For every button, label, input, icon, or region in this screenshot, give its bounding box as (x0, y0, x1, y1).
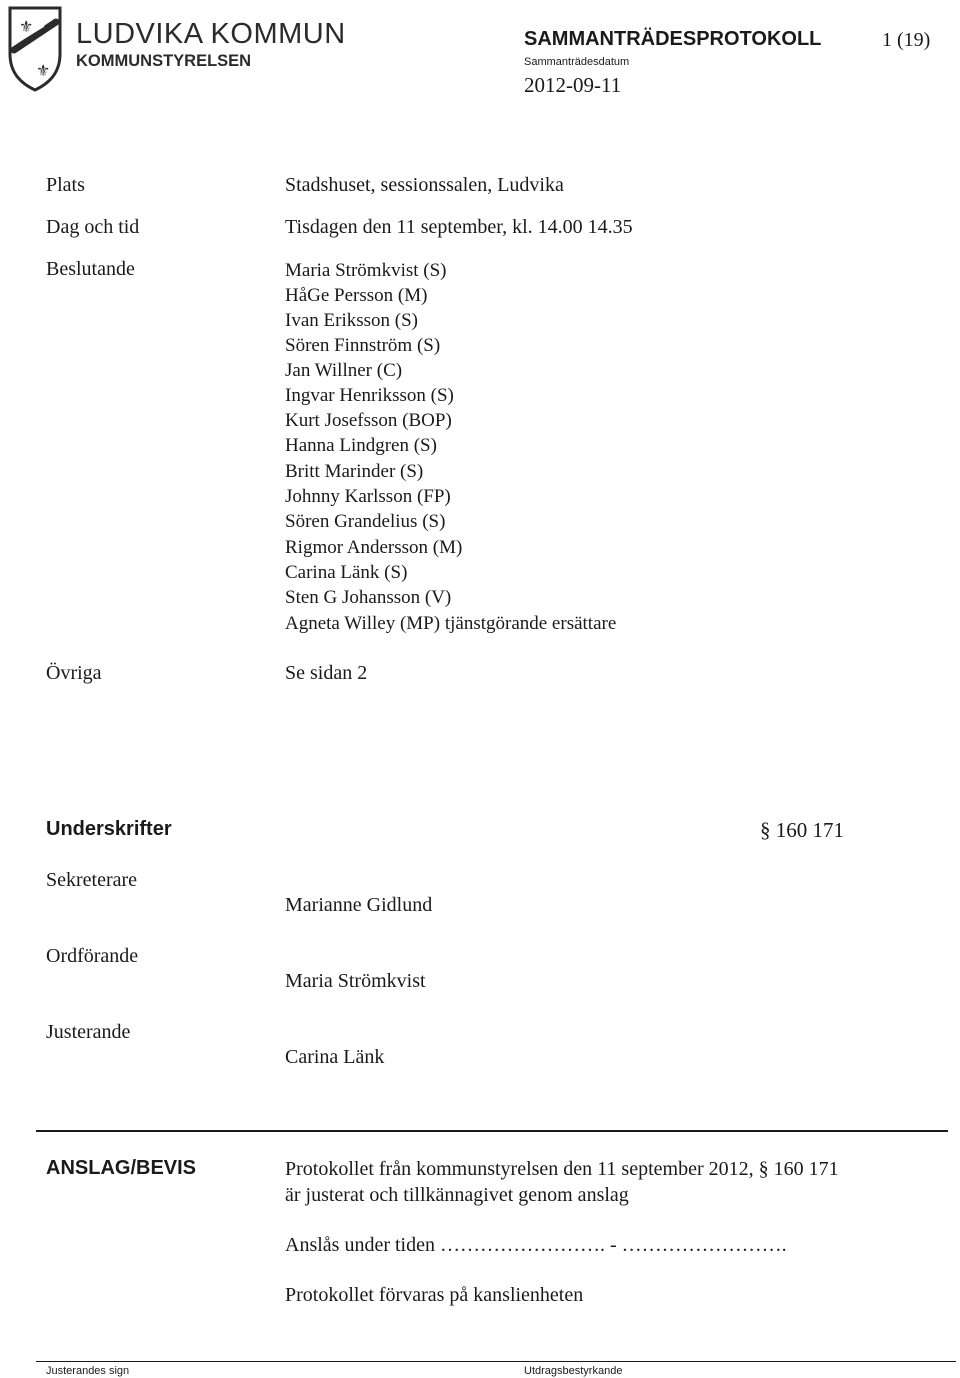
org-sub: KOMMUNSTYRELSEN (76, 52, 252, 70)
ovriga-value: Se sidan 2 (285, 662, 368, 684)
justerande-label: Justerande (46, 1021, 131, 1043)
plats-value: Stadshuset, sessionssalen, Ludvika (285, 174, 564, 196)
member-name: Jan Willner (C) (285, 360, 403, 381)
member-name: HåGe Persson (M) (285, 285, 428, 306)
anslag-line1: Protokollet från kommunstyrelsen den 11 september 2012, § 160 171 (285, 1158, 839, 1180)
justerande-name: Carina Länk (285, 1046, 385, 1068)
dag-value: Tisdagen den 11 september, kl. 14.00 14.35 (285, 216, 633, 238)
doc-title: SAMMANTRÄDESPROTOKOLL (524, 28, 822, 50)
section-divider (36, 1130, 948, 1132)
anslag-storage: Protokollet förvaras på kanslienheten (285, 1284, 584, 1306)
member-name: Sten G Johansson (V) (285, 587, 452, 608)
member-name: Hanna Lindgren (S) (285, 435, 437, 456)
anslag-line2: är justerat och tillkännagivet genom anslag (285, 1184, 629, 1206)
plats-label: Plats (46, 174, 85, 196)
signatures-paragraphs: § 160 171 (760, 818, 844, 842)
member-name: Ivan Eriksson (S) (285, 310, 418, 331)
member-name: Rigmor Andersson (M) (285, 537, 463, 558)
dag-label: Dag och tid (46, 216, 140, 238)
member-name: Sören Finnström (S) (285, 335, 441, 356)
footer-divider (36, 1361, 956, 1362)
member-name: Agneta Willey (MP) tjänstgörande ersättare (285, 613, 617, 634)
date-caption: Sammanträdesdatum (524, 56, 630, 68)
member-name: Johnny Karlsson (FP) (285, 486, 451, 507)
ovriga-label: Övriga (46, 662, 102, 684)
meeting-date: 2012-09-11 (524, 73, 622, 97)
anslag-period: Anslås under tiden ……………………. - ……………………. (285, 1234, 787, 1256)
ordforande-name: Maria Strömkvist (285, 970, 426, 992)
anslag-heading: ANSLAG/BEVIS (46, 1157, 197, 1179)
svg-text:⚜: ⚜ (19, 17, 34, 36)
ordforande-label: Ordförande (46, 945, 139, 967)
svg-text:⚜: ⚜ (36, 61, 51, 80)
sekreterare-name: Marianne Gidlund (285, 894, 433, 916)
signatures-heading: Underskrifter (46, 818, 172, 840)
footer-justerandes-sign: Justerandes sign (46, 1365, 130, 1377)
member-name: Ingvar Henriksson (S) (285, 385, 454, 406)
footer-utdragsbestyrkande: Utdragsbestyrkande (524, 1365, 623, 1377)
org-name: LUDVIKA KOMMUN (76, 18, 346, 50)
member-name: Sören Grandelius (S) (285, 511, 446, 532)
municipality-crest-icon (4, 2, 66, 92)
member-name: Maria Strömkvist (S) (285, 260, 447, 281)
beslutande-label: Beslutande (46, 258, 135, 280)
member-name: Kurt Josefsson (BOP) (285, 410, 452, 431)
sekreterare-label: Sekreterare (46, 869, 138, 891)
member-name: Carina Länk (S) (285, 562, 408, 583)
member-name: Britt Marinder (S) (285, 461, 424, 482)
page-info: 1 (19) (882, 29, 931, 51)
